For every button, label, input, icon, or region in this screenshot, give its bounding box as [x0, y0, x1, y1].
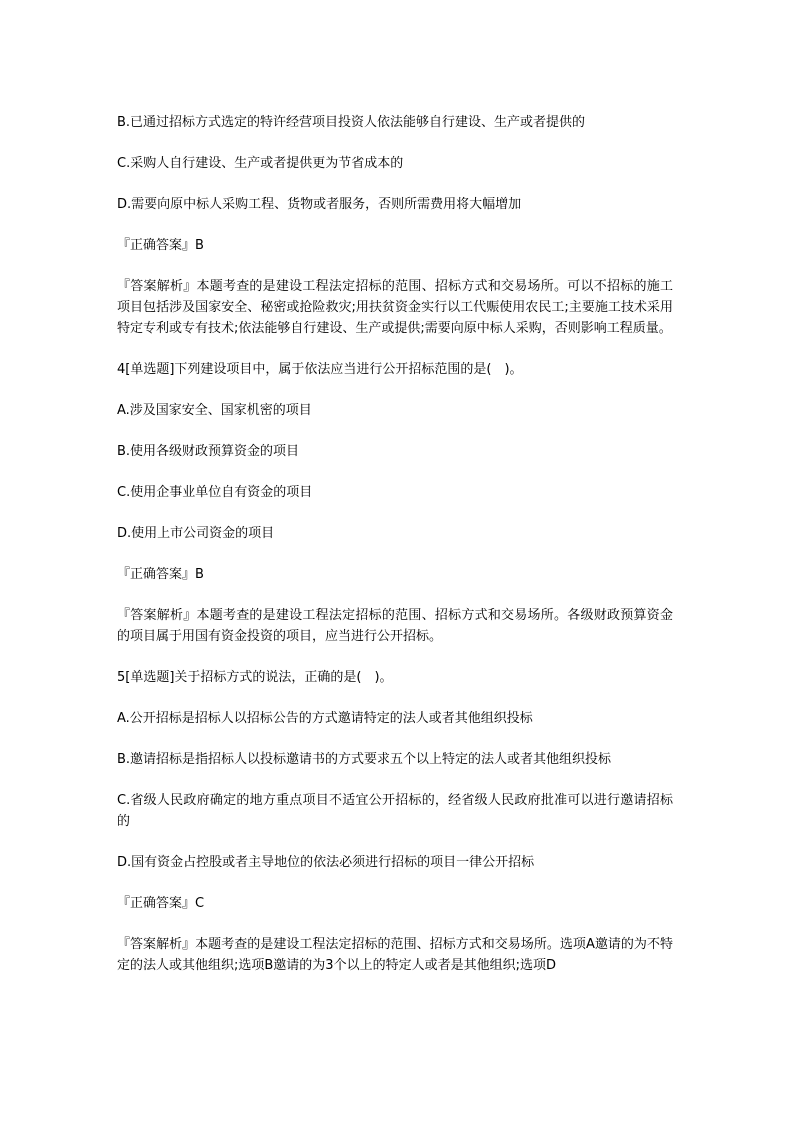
question-5: 5[单选题]关于招标方式的说法，正确的是( )。 [117, 670, 393, 685]
option-c-text: C.采购人自行建设、生产或者提供更为节省成本的 [117, 156, 404, 171]
question-4-option-a: A.涉及国家安全、国家机密的项目 [117, 403, 312, 418]
option-b-text: B.已通过招标方式选定的特许经营项目投资人依法能够自行建设、生产或者提供的 [117, 115, 586, 130]
question-4-option-c: C.使用企事业单位自有资金的项目 [117, 485, 313, 500]
question-5-option-a: A.公开招标是招标人以招标公告的方式邀请特定的法人或者其他组织投标 [117, 711, 533, 726]
question-5-option-d: D.国有资金占控股或者主导地位的依法必须进行招标的项目一律公开招标 [117, 855, 535, 870]
correct-answer: 『正确答案』B [117, 238, 204, 253]
question-4-explanation: 『答案解析』本题考查的是建设工程法定招标的范围、招标方式和交易场所。各级财政预算资金的项目属于用国有资金投资的项目，应当进行公开招标。 [117, 608, 673, 644]
question-4-option-b: B.使用各级财政预算资金的项目 [117, 444, 300, 459]
question-5-explanation: 『答案解析』本题考查的是建设工程法定招标的范围、招标方式和交易场所。选项A邀请的为不特定的法人或其他组织;选项B邀请的为3个以上的特定人或者是其他组织;选项D [117, 937, 673, 973]
option-d-text: D.需要向原中标人采购工程、货物或者服务，否则所需费用将大幅增加 [117, 197, 522, 212]
document-page [117, 112, 673, 996]
question-5-option-b: B.邀请招标是指招标人以投标邀请书的方式要求五个以上特定的法人或者其他组织投标 [117, 752, 612, 767]
question-4-option-d: D.使用上市公司资金的项目 [117, 526, 275, 541]
question-4: 4[单选题]下列建设项目中，属于依法应当进行公开招标范围的是( )。 [117, 362, 523, 377]
question-5-correct-answer: 『正确答案』C [117, 896, 205, 911]
answer-explanation: 『答案解析』本题考查的是建设工程法定招标的范围、招标方式和交易场所。可以不招标的施工项目包括涉及国家安全、秘密或抢险救灾;用扶贫资金实行以工代赈使用农民工;主要施工技术采用特定专利或专有技术;依法能够自行建设、生产或提供;需要向原中标人采购，否则影响工程质量。 [117, 279, 673, 336]
question-4-correct-answer: 『正确答案』B [117, 567, 204, 582]
question-5-option-c: C.省级人民政府确定的地方重点项目不适宜公开招标的，经省级人民政府批准可以进行邀请招标的 [117, 793, 673, 829]
